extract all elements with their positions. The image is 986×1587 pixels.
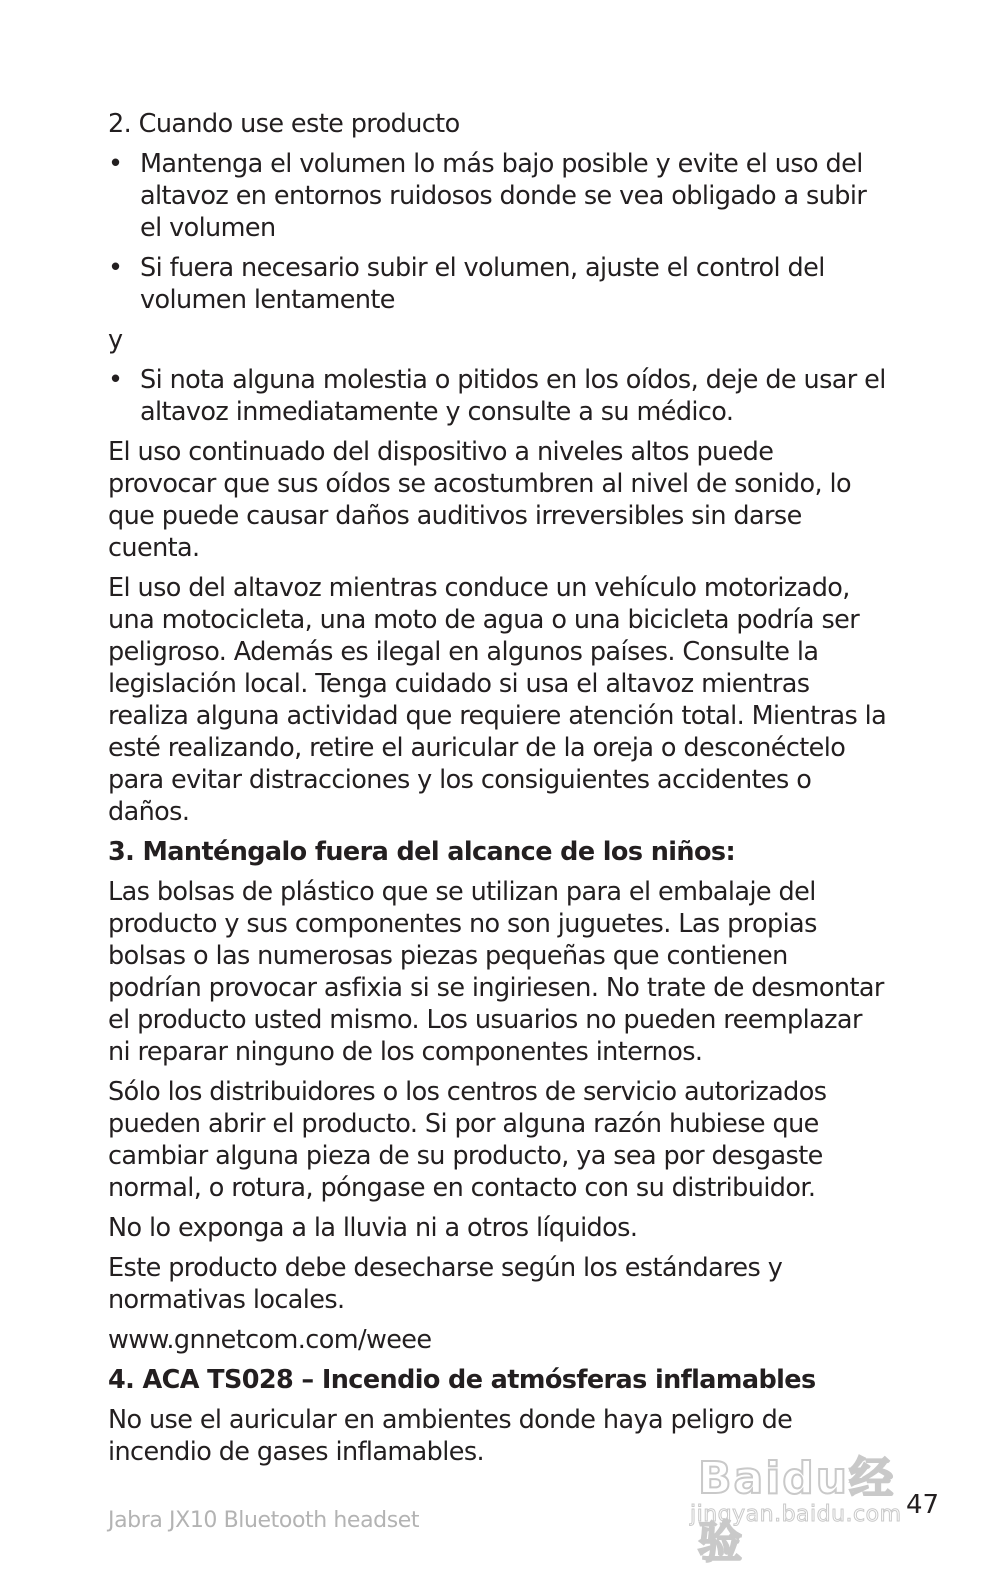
- paragraph: No use el auricular en ambientes donde haya peligro de incendio de gases inflamables.: [108, 1405, 793, 1467]
- baidu-watermark: [690, 1420, 920, 1568]
- connector-text: y: [108, 325, 123, 355]
- watermark-logo: Baidu经验: [698, 1453, 896, 1568]
- watermark-url: jingyan.baidu.com: [690, 1502, 902, 1527]
- bullet-item: [108, 364, 888, 428]
- weee-url: www.gnnetcom.com/weee: [108, 1325, 432, 1355]
- bullet-item: [108, 148, 888, 244]
- bullet-dot: •: [108, 253, 123, 283]
- paragraph: Las bolsas de plástico que se utilizan para el embalaje del producto y sus componentes no son juguetes. Las propias bolsas o las numerosas piezas pequeñas que contienen podrían provocar asfixia si se ingiriesen. No trate de desmontar el producto usted mismo. Los usuarios no pueden reemplazar ni reparar ninguno de los componentes internos.: [108, 877, 884, 1067]
- footer-product-name: Jabra JX10 Bluetooth headset: [108, 1508, 420, 1533]
- section2-title: 2. Cuando use este producto: [108, 109, 460, 139]
- document-body: [108, 108, 888, 1476]
- bullet-item: [108, 252, 888, 316]
- bullet-dot: •: [108, 149, 123, 179]
- bullet-text: Si fuera necesario subir el volumen, ajuste el control del volumen lentamente: [140, 253, 825, 315]
- section3-heading: 3. Manténgalo fuera del alcance de los niños:: [108, 837, 736, 867]
- bullet-text: Mantenga el volumen lo más bajo posible y evite el uso del altavoz en entornos ruidosos donde se vea obligado a subir el volumen: [140, 149, 867, 243]
- bullet-text: Si nota alguna molestia o pitidos en los oídos, deje de usar el altavoz inmediatamente y consulte a su médico.: [140, 365, 886, 427]
- paragraph: El uso continuado del dispositivo a niveles altos puede provocar que sus oídos se acostumbren al nivel de sonido, lo que puede causar daños auditivos irreversibles sin darse cuenta.: [108, 437, 851, 563]
- bullet-dot: •: [108, 365, 123, 395]
- paragraph: No lo exponga a la lluvia ni a otros líquidos.: [108, 1213, 638, 1243]
- paragraph: Este producto debe desecharse según los estándares y normativas locales.: [108, 1253, 783, 1315]
- section4-heading: 4. ACA TS028 – Incendio de atmósferas inflamables: [108, 1365, 816, 1395]
- paragraph: El uso del altavoz mientras conduce un vehículo motorizado, una motocicleta, una moto de agua o una bicicleta podría ser peligroso. Además es ilegal en algunos países. Consulte la legislación local. Tenga cuidado si usa el altavoz mientras realiza alguna actividad que requiere atención total. Mientras la esté realizando, retire el auricular de la oreja o desconéctelo para evitar distracciones y los consiguientes accidentes o daños.: [108, 573, 887, 827]
- paragraph: Sólo los distribuidores o los centros de servicio autorizados pueden abrir el producto. Si por alguna razón hubiese que cambiar alguna pieza de su producto, ya sea por desgaste normal, o rotura, póngase en contacto con su distribuidor.: [108, 1077, 827, 1203]
- page-number: 47: [906, 1490, 940, 1520]
